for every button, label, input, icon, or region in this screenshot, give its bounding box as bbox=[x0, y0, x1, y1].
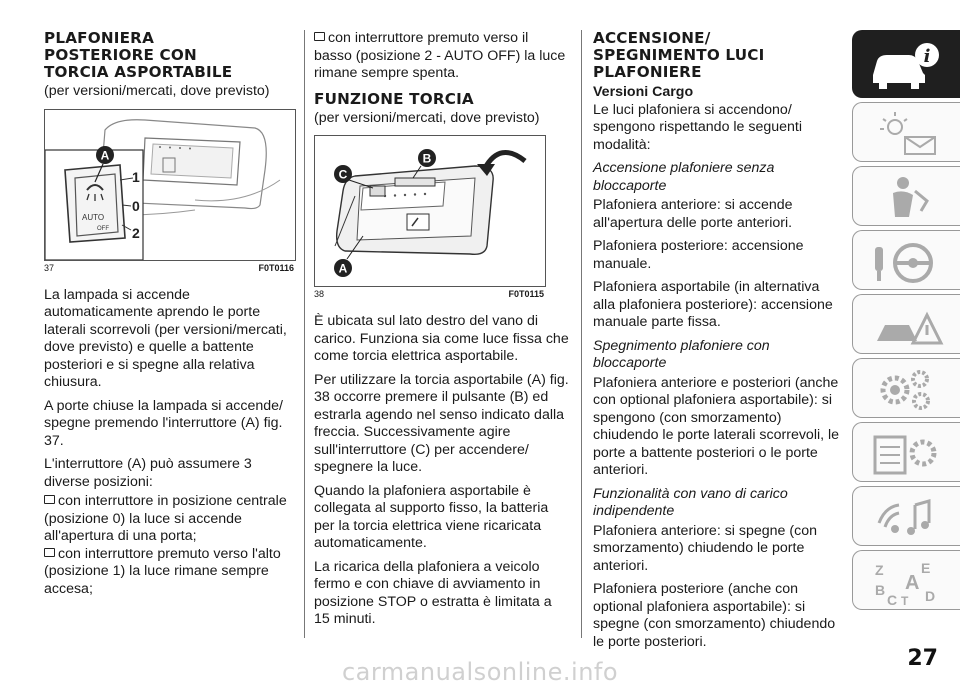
paragraph: Plafoniera anteriore: si accende all'apertura delle porte anteriori. bbox=[593, 197, 793, 231]
index-letter: B bbox=[875, 582, 886, 598]
figure-37-caption bbox=[44, 263, 294, 273]
tab-maintenance[interactable] bbox=[852, 358, 960, 418]
callout-c-label: C bbox=[338, 167, 348, 182]
section-title-plafoniera: PLAFONIERA POSTERIORE CON TORCIA ASPORTABILE bbox=[44, 29, 233, 81]
index-letter: A bbox=[905, 572, 920, 594]
tab-starting-driving[interactable] bbox=[852, 230, 960, 290]
bullet-item: con interruttore in posizione centrale (posizione 0) la luce si accende all'apertura di una porta; bbox=[44, 493, 287, 544]
figure-number: 38 bbox=[314, 289, 325, 299]
paragraph: Per utilizzare la torcia asportabile (A) fig. 38 occorre premere il pulsante (B) ed estrarla agendo nel senso indicato dalla freccia. Successivamente agire sull'interruttore (C) per accendere/ spegnere la luce. bbox=[314, 371, 569, 475]
svg-text:i: i bbox=[923, 46, 931, 67]
section-title-accensione: ACCENSIONE/ SPEGNIMENTO LUCI PLAFONIERE bbox=[593, 29, 765, 81]
subsection-heading: Versioni Cargo bbox=[593, 84, 694, 100]
column-3 bbox=[593, 30, 843, 657]
multimedia-icon bbox=[865, 493, 945, 543]
callout-a-label: A bbox=[338, 261, 348, 276]
tab-technical-data[interactable] bbox=[852, 422, 960, 482]
paragraph: È ubicata sul lato destro del vano di carico. Funziona sia come luce fissa che come torcia elettrica asportabile. bbox=[314, 313, 569, 364]
column-divider bbox=[304, 30, 305, 638]
figure-code: F0T0115 bbox=[508, 289, 544, 299]
italic-heading: Accensione plafoniere senza bloccaporte bbox=[593, 160, 775, 194]
tab-index[interactable] bbox=[852, 550, 960, 610]
figure-37 bbox=[44, 109, 296, 261]
off-label: OFF bbox=[97, 225, 109, 232]
callout-a-label: A bbox=[100, 148, 110, 162]
torch-illustration bbox=[315, 136, 545, 286]
column-2 bbox=[314, 30, 569, 635]
index-letter: E bbox=[921, 560, 931, 576]
technical-data-icon bbox=[865, 429, 945, 479]
index-icon bbox=[865, 557, 945, 607]
watermark: carmanualsonline.info bbox=[341, 658, 619, 686]
section-subtitle: (per versioni/mercati, dove previsto) bbox=[44, 83, 270, 99]
index-letter: Z bbox=[875, 562, 884, 578]
bullet-icon bbox=[44, 548, 55, 557]
figure-38-caption bbox=[314, 289, 544, 299]
column-divider bbox=[581, 30, 582, 638]
starting-driving-icon bbox=[865, 237, 945, 287]
bullet-icon bbox=[314, 32, 325, 41]
paragraph: Plafoniera anteriore: si spegne (con smorzamento) chiudendo le porte anteriori. bbox=[593, 522, 817, 574]
emergency-icon bbox=[865, 301, 945, 351]
safety-icon bbox=[865, 173, 945, 223]
tab-car-info[interactable] bbox=[852, 30, 960, 98]
chapter-sidebar bbox=[852, 30, 960, 614]
position-0-label: 0 bbox=[132, 197, 140, 214]
auto-label: AUTO bbox=[82, 212, 105, 222]
paragraph: Quando la plafoniera asportabile è collegata al supporto fisso, la batteria per la torcia elettrica viene ricaricata automaticamente. bbox=[314, 482, 549, 551]
bullet-icon bbox=[44, 495, 55, 504]
paragraph: Plafoniera anteriore e posteriori (anche con optional plafoniera asportabile): si spengono (con smorzamento) chiudendo le porte laterali scorrevoli, le porte a battente posteriori o le porte anteriori. bbox=[593, 374, 840, 478]
figure-38 bbox=[314, 135, 546, 287]
car-info-icon bbox=[865, 37, 945, 93]
bullet-item: con interruttore premuto verso il basso (posizione 2 - AUTO OFF) la luce rimane sempre spenta. bbox=[314, 30, 566, 81]
italic-heading: Funzionalità con vano di carico indipendente bbox=[593, 485, 788, 519]
position-1-label: 1 bbox=[132, 168, 140, 185]
tab-multimedia[interactable] bbox=[852, 486, 960, 546]
tab-emergency[interactable] bbox=[852, 294, 960, 354]
index-letter: C bbox=[887, 592, 898, 607]
bullet-item: con interruttore premuto verso l'alto (posizione 1) la luce rimane sempre accesa; bbox=[44, 545, 281, 597]
ceiling-light-illustration bbox=[45, 110, 295, 260]
warning-lights-icon bbox=[865, 109, 945, 159]
paragraph: Plafoniera asportabile (in alternativa alla plafoniera posteriore): accensione manuale parte fissa. bbox=[593, 279, 833, 330]
page-number: 27 bbox=[907, 646, 938, 671]
paragraph: La ricarica della plafoniera a veicolo fermo e con chiave di avviamento in posizione STOP o estratta è limitata a 15 minuti. bbox=[314, 558, 552, 627]
paragraph: Le luci plafoniera si accendono/ spengono rispettando le seguenti modalità: bbox=[593, 101, 803, 153]
index-letter: D bbox=[925, 588, 936, 604]
tab-warning-lights[interactable] bbox=[852, 102, 960, 162]
maintenance-icon bbox=[865, 365, 945, 415]
section-subtitle: (per versioni/mercati, dove previsto) bbox=[314, 109, 540, 126]
paragraph: L'interruttore (A) può assumere 3 diverse posizioni: bbox=[44, 456, 252, 490]
index-letter: T bbox=[901, 594, 909, 607]
paragraph: Plafoniera posteriore: accensione manuale. bbox=[593, 238, 804, 272]
callout-b-label: B bbox=[422, 151, 432, 166]
column-1 bbox=[44, 30, 294, 598]
paragraph: A porte chiuse la lampada si accende/ spegne premendo l'interruttore (A) fig. 37. bbox=[44, 397, 283, 449]
tab-safety[interactable] bbox=[852, 166, 960, 226]
italic-heading: Spegnimento plafoniere con bloccaporte bbox=[593, 337, 770, 371]
paragraph: La lampada si accende automaticamente aprendo le porte laterali scorrevoli (per versioni/mercati, dove previsto) e quelle a battente posteriori e si spegne alla relativa chiusura. bbox=[44, 286, 287, 390]
position-2-label: 2 bbox=[132, 224, 140, 241]
section-title-torcia: FUNZIONE TORCIA bbox=[314, 89, 474, 108]
figure-number: 37 bbox=[44, 262, 55, 273]
figure-code: F0T0116 bbox=[258, 262, 294, 273]
paragraph: Plafoniera posteriore (anche con optional plafoniera asportabile): si spegne (con smorzamento) chiudendo le porte posteriori. bbox=[593, 581, 836, 650]
